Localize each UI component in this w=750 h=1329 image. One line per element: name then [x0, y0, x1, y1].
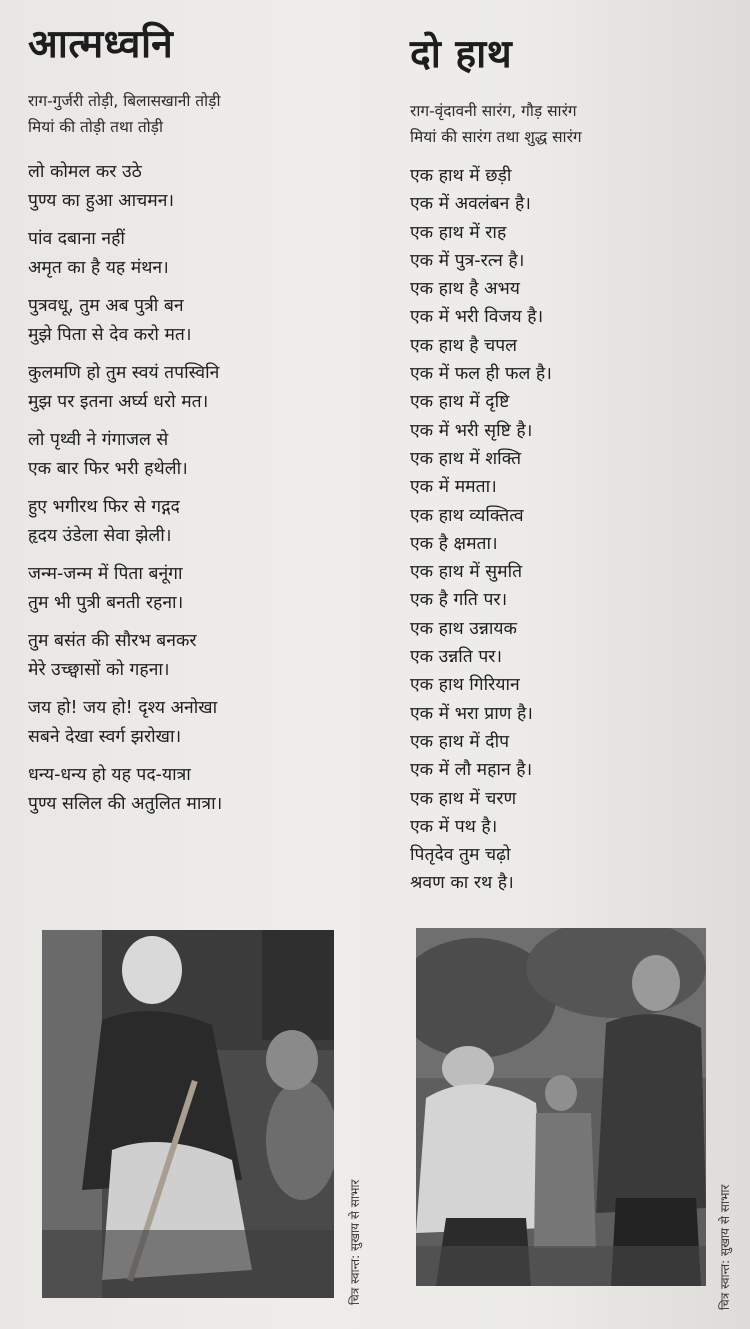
- poem-line: सबने देखा स्वर्ग झरोखा।: [28, 727, 182, 747]
- poem-line: एक उन्नति पर।: [410, 647, 503, 668]
- poem-body: [410, 162, 740, 898]
- stanza: [28, 493, 368, 551]
- poem-line: लो पृथ्वी ने गंगाजल से: [28, 430, 169, 450]
- poem-line: एक में ममता।: [410, 477, 497, 498]
- stanza: [28, 292, 368, 350]
- poem-line: एक है गति पर।: [410, 590, 508, 611]
- photo-credit: चित्र स्वान्त: सुखाय से साभार: [348, 1179, 362, 1305]
- poem-atmadhvani: [28, 22, 368, 828]
- poem-line: पितृदेव तुम चढ़ो: [410, 845, 511, 866]
- poem-line: एक बार फिर भरी हथेली।: [28, 459, 188, 479]
- poem-line: एक में भरा प्राण है।: [410, 703, 533, 724]
- poem-line: एक हाथ में दीप: [410, 731, 510, 752]
- poem-title: आत्मध्वनि: [28, 22, 174, 67]
- poem-line: अमृत का है यह मंथन।: [28, 258, 169, 278]
- poem-line: एक में लौ महान है।: [410, 760, 533, 781]
- poem-line: तुम बसंत की सौरभ बनकर: [28, 631, 197, 651]
- poem-line: पुत्रवधू, तुम अब पुत्री बन: [28, 296, 184, 316]
- poem-line: हुए भगीरथ फिर से गद्गद: [28, 497, 180, 517]
- photo-credit: चित्र स्वान्त: सुखाय से साभार: [718, 1184, 732, 1310]
- poem-title: दो हाथ: [410, 32, 513, 77]
- stanza: [28, 560, 368, 618]
- poem-line: मेरे उच्छ्वासों को गहना।: [28, 660, 170, 680]
- stanza: [28, 426, 368, 484]
- poem-line: एक हाथ में शक्ति: [410, 448, 522, 469]
- photo-two-men-walking: [416, 928, 706, 1286]
- poem-line: जन्म-जन्म में पिता बनूंगा: [28, 564, 183, 584]
- raag-line: मियां की तोड़ी तथा तोड़ी: [28, 118, 163, 136]
- raag-line: राग-गुर्जरी तोड़ी, बिलासखानी तोड़ी: [28, 92, 221, 110]
- poem-line: मुझ पर इतना अर्घ्य धरो मत।: [28, 392, 209, 412]
- poem-line: एक हाथ में चरण: [410, 788, 517, 809]
- raag-info: [28, 88, 368, 140]
- poem-line: एक हाथ में दृष्टि: [410, 392, 510, 413]
- poem-line: मुझे पिता से देव करो मत।: [28, 325, 192, 345]
- poem-body: [28, 158, 368, 819]
- poem-line: एक हाथ है चपल: [410, 335, 518, 356]
- poem-line: एक में पथ है।: [410, 816, 498, 837]
- stanza: [28, 158, 368, 216]
- poem-line: एक में भरी विजय है।: [410, 307, 544, 328]
- poem-line: एक में अवलंबन है।: [410, 194, 531, 215]
- stanza: [28, 694, 368, 752]
- poem-line: एक हाथ उन्नायक: [410, 618, 517, 639]
- poem-line: तुम भी पुत्री बनती रहना।: [28, 593, 184, 613]
- poem-line: एक हाथ व्यक्तित्व: [410, 505, 524, 526]
- poem-line: जय हो! जय हो! दृश्य अनोखा: [28, 698, 218, 718]
- poem-line: एक हाथ में छड़ी: [410, 166, 512, 186]
- stanza: [28, 359, 368, 417]
- raag-line: मियां की सारंग तथा शुद्ध सारंग: [410, 128, 582, 146]
- poem-line: पांव दबाना नहीं: [28, 229, 125, 249]
- poem-line: एक हाथ है अभय: [410, 279, 520, 300]
- poem-line: कुलमणि हो तुम स्वयं तपस्विनि: [28, 363, 220, 383]
- poem-line: पुण्य सलिल की अतुलित मात्रा।: [28, 794, 223, 814]
- raag-info: [410, 98, 740, 150]
- poem-line: श्रवण का रथ है।: [410, 873, 514, 894]
- photo-elder-seated: [42, 930, 334, 1298]
- poem-do-haath: [410, 32, 740, 898]
- poem-line: एक है क्षमता।: [410, 533, 498, 554]
- poem-line: एक हाथ में सुमति: [410, 562, 523, 583]
- poem-line: एक हाथ गिरियान: [410, 675, 520, 696]
- poem-line: एक में भरी सृष्टि है।: [410, 420, 533, 441]
- raag-line: राग-वृंदावनी सारंग, गौड़ सारंग: [410, 102, 577, 120]
- poem-line: एक में पुत्र-रत्न है।: [410, 250, 525, 271]
- poem-line: पुण्य का हुआ आचमन।: [28, 191, 175, 211]
- poem-line: लो कोमल कर उठे: [28, 162, 142, 182]
- poem-line: एक हाथ में राह: [410, 222, 507, 243]
- stanza: [28, 627, 368, 685]
- stanza: [28, 225, 368, 283]
- poem-line: हृदय उंडेला सेवा झेली।: [28, 526, 172, 546]
- stanza: [28, 761, 368, 819]
- poem-line: धन्य-धन्य हो यह पद-यात्रा: [28, 765, 191, 785]
- poem-line: एक में फल ही फल है।: [410, 364, 552, 385]
